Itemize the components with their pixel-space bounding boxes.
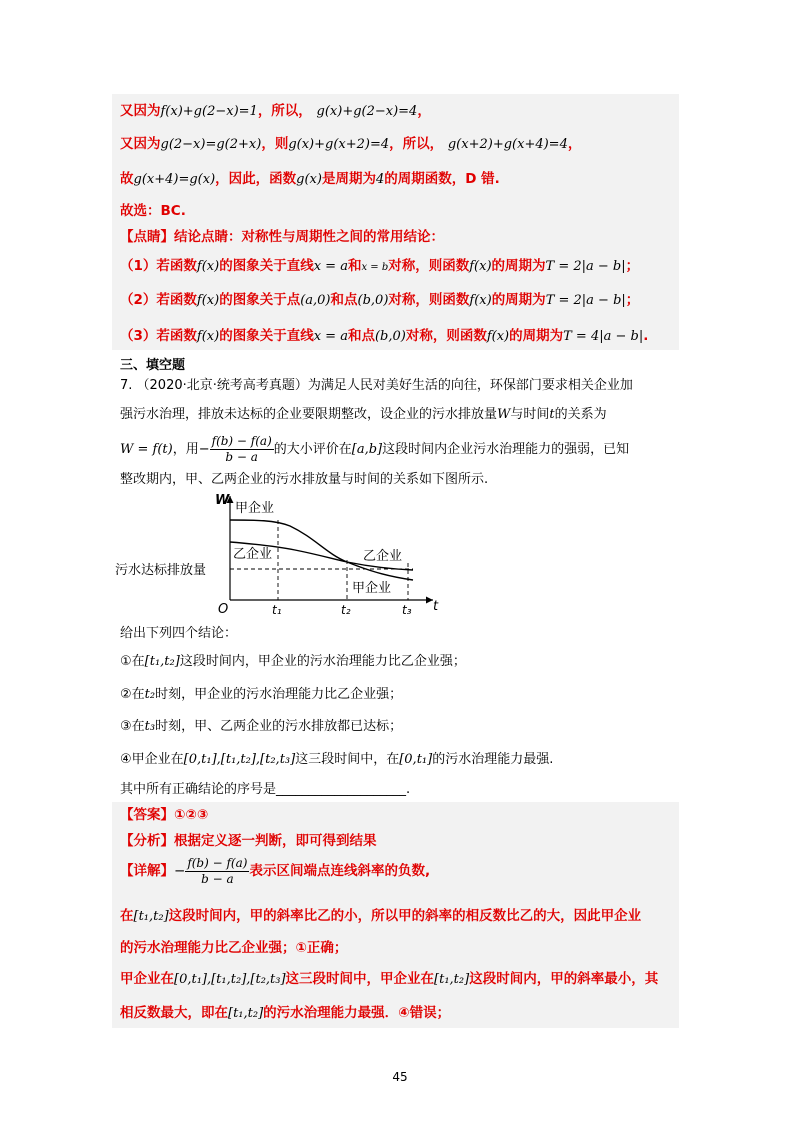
- text: （2）若函数: [120, 292, 197, 308]
- detail-para-2: 的污水治理能力比乙企业强；①正确；: [120, 940, 348, 956]
- text: 这段时间内企业污水治理能力的强弱，已知: [382, 442, 630, 457]
- text: 对称，则函数: [388, 292, 470, 308]
- detail-fraction: [185, 856, 249, 887]
- math: g(x+2)+g(x+4)=4: [447, 137, 568, 152]
- text: 对称，则函数: [405, 328, 487, 344]
- text: 故: [120, 171, 134, 187]
- text: 甲企业在: [120, 971, 174, 987]
- conclusion-2: [120, 289, 639, 312]
- question-7-line-2: [120, 404, 607, 426]
- solution-line-3: [120, 168, 500, 191]
- conclusion-3: [120, 325, 648, 348]
- solution-line-1: [120, 100, 431, 123]
- math: (b,0): [357, 293, 389, 308]
- t1-label: t₁: [272, 603, 282, 617]
- text: ①在: [120, 654, 145, 669]
- t3-label: t₃: [402, 603, 412, 617]
- math: t₂: [144, 687, 156, 702]
- statement-3: [120, 716, 402, 738]
- insight-heading: 【点睛】结论点睛：对称性与周期性之间的常用结论：: [120, 229, 444, 245]
- text: 和: [347, 258, 362, 274]
- math: t: [549, 407, 555, 422]
- math: g(x)+g(2−x)=4: [316, 104, 418, 119]
- math: W = f(t): [120, 442, 173, 457]
- text: 的污水治理能力最强．④错误；: [263, 1005, 451, 1021]
- math: W: [497, 407, 511, 422]
- text: 表示区间端点连线斜率的负数,: [249, 863, 431, 879]
- fraction-denominator: b − a: [225, 450, 258, 464]
- detail-line: [120, 851, 430, 891]
- math: (b,0): [374, 329, 406, 344]
- math: g(2−x)=g(2+x): [160, 137, 262, 152]
- jia-bottom-label: 甲企业: [352, 581, 392, 596]
- statement-2: [120, 684, 402, 706]
- t2-label: t₂: [341, 603, 351, 617]
- math: T = 2|a − b|: [545, 293, 626, 308]
- text: ，用: [172, 442, 199, 457]
- answer-line: 【答案】①②③: [120, 807, 209, 823]
- question-7-line-1: 7. （2020·北京·统考高考真题）为满足人民对美好生活的向往，环保部门要求相关企业加: [120, 378, 633, 393]
- text: （3）若函数: [120, 328, 197, 344]
- conclusion-1: [120, 255, 639, 279]
- question-7-line-4: 整改期内，甲、乙两企业的污水排放量与时间的关系如下图所示.: [120, 472, 489, 487]
- text: 的关系为: [554, 407, 607, 422]
- text: 和点: [330, 292, 358, 308]
- math: T = 2|a − b|: [545, 259, 626, 274]
- text: 对称，则函数: [388, 258, 470, 274]
- detail-para-4: [120, 1002, 450, 1025]
- math: [t₁,t₂]: [133, 909, 169, 924]
- y-axis-label: W: [215, 493, 230, 508]
- text: .: [643, 328, 649, 344]
- standard-label: 污水达标排放量: [115, 563, 207, 578]
- text: ，因此，函数: [215, 171, 297, 187]
- text: ，所以，: [389, 136, 444, 152]
- text: 又因为: [120, 103, 161, 119]
- fraction-numerator: f(b) − f(a): [211, 434, 272, 448]
- text: 与时间: [510, 407, 550, 422]
- text: 的图象关于点: [219, 292, 301, 308]
- page-number: 45: [392, 1070, 408, 1084]
- fraction-denominator: b − a: [201, 871, 234, 886]
- math: t₃: [144, 719, 156, 734]
- math: x = a: [313, 259, 348, 274]
- analysis-line: 【分析】根据定义逐一判断，即可得到结果: [120, 833, 377, 849]
- text: 【详解】: [120, 863, 174, 879]
- math: x = a: [313, 329, 348, 344]
- yi-left-label: 乙企业: [233, 547, 273, 562]
- fraction-numerator: f(b) − f(a): [187, 855, 248, 870]
- math: [t₁,t₂]: [144, 654, 180, 669]
- text: ④甲企业在: [120, 752, 184, 767]
- origin-label: O: [218, 602, 229, 617]
- math: [0,t₁],[t₁,t₂],[t₂,t₃]: [183, 752, 296, 767]
- text: 的大小评价在: [273, 442, 352, 457]
- detail-para-1: [120, 905, 641, 928]
- text: 时刻，甲企业的污水治理能力比乙企业强；: [155, 687, 403, 702]
- text: ，: [417, 103, 431, 119]
- text: ，: [567, 136, 582, 152]
- solution-choice: 故选：BC.: [120, 203, 186, 219]
- math: f(x): [469, 259, 492, 274]
- math: f(x): [469, 293, 492, 308]
- text: 的周期为: [491, 258, 546, 274]
- math: f(x): [196, 329, 220, 344]
- math: f(x): [196, 259, 220, 274]
- text: 的周期为: [509, 328, 564, 344]
- math: [t₁,t₂]: [228, 1006, 264, 1021]
- detail-para-3: [120, 968, 658, 991]
- text: （1）若函数: [120, 258, 197, 274]
- conclusions-intro: 给出下列四个结论：: [120, 626, 238, 641]
- text: 这三段时间中，在: [295, 752, 400, 767]
- text: 这段时间内，甲企业的污水治理能力比乙企业强；: [179, 654, 466, 669]
- text: 又因为: [120, 136, 161, 152]
- statement-1: [120, 651, 466, 673]
- text: ②在: [120, 687, 145, 702]
- text: 是周期为: [321, 171, 376, 187]
- math: [a,b]: [351, 442, 383, 457]
- text: ，所以，: [257, 103, 312, 119]
- text: 时刻，甲、乙两企业的污水排放都已达标；: [155, 719, 403, 734]
- math: x = b: [361, 262, 389, 273]
- text: 的图象关于直线: [219, 258, 314, 274]
- text: ；: [625, 292, 640, 308]
- emission-graph: [115, 490, 455, 620]
- text: 和点: [347, 328, 375, 344]
- text: 的图象关于直线: [219, 328, 314, 344]
- yi-right-label: 乙企业: [363, 549, 403, 564]
- text: 的污水治理能力最强.: [432, 752, 554, 767]
- math: g(x)+g(x+2)=4: [288, 137, 390, 152]
- math: [0,t₁]: [399, 752, 433, 767]
- text: 相反数最大，即在: [120, 1005, 228, 1021]
- text: 强污水治理，排放未达标的企业要限期整改，设企业的污水排放量: [120, 407, 498, 422]
- text: ；: [625, 258, 640, 274]
- math: [0,t₁],[t₁,t₂],[t₂,t₃]: [174, 972, 286, 987]
- text: 这三段时间中，甲企业在: [285, 971, 435, 987]
- text: 这段时间内，甲的斜率比乙的小，所以甲的斜率的相反数比乙的大，因此甲企业: [168, 908, 642, 924]
- text: ③在: [120, 719, 145, 734]
- jia-top-label: 甲企业: [235, 501, 275, 516]
- math: −: [174, 863, 186, 879]
- text: 这段时间内，甲的斜率最小，其: [469, 971, 659, 987]
- solution-line-2: [120, 133, 581, 156]
- fraction: [210, 434, 274, 465]
- math: f(x)+g(2−x)=1: [160, 104, 258, 119]
- math: g(x): [296, 172, 322, 187]
- text: 的周期函数，D 错.: [384, 171, 500, 187]
- x-axis-label: t: [433, 599, 439, 614]
- math: T = 4|a − b|: [563, 329, 644, 344]
- math: (a,0): [300, 293, 331, 308]
- math: −: [198, 442, 210, 457]
- math: [t₁,t₂]: [434, 972, 470, 987]
- text: 在: [120, 908, 134, 924]
- question-7-line-3: [120, 430, 629, 470]
- math: f(x): [196, 293, 220, 308]
- statement-4: [120, 749, 553, 771]
- text: ，则: [261, 136, 289, 152]
- math: 4: [375, 172, 385, 187]
- text: 的周期为: [491, 292, 546, 308]
- math: g(x+4)=g(x): [133, 172, 216, 187]
- question-prompt: 其中所有正确结论的序号是____________________.: [120, 782, 411, 797]
- math: f(x): [486, 329, 510, 344]
- section-heading: 三、填空题: [120, 358, 186, 373]
